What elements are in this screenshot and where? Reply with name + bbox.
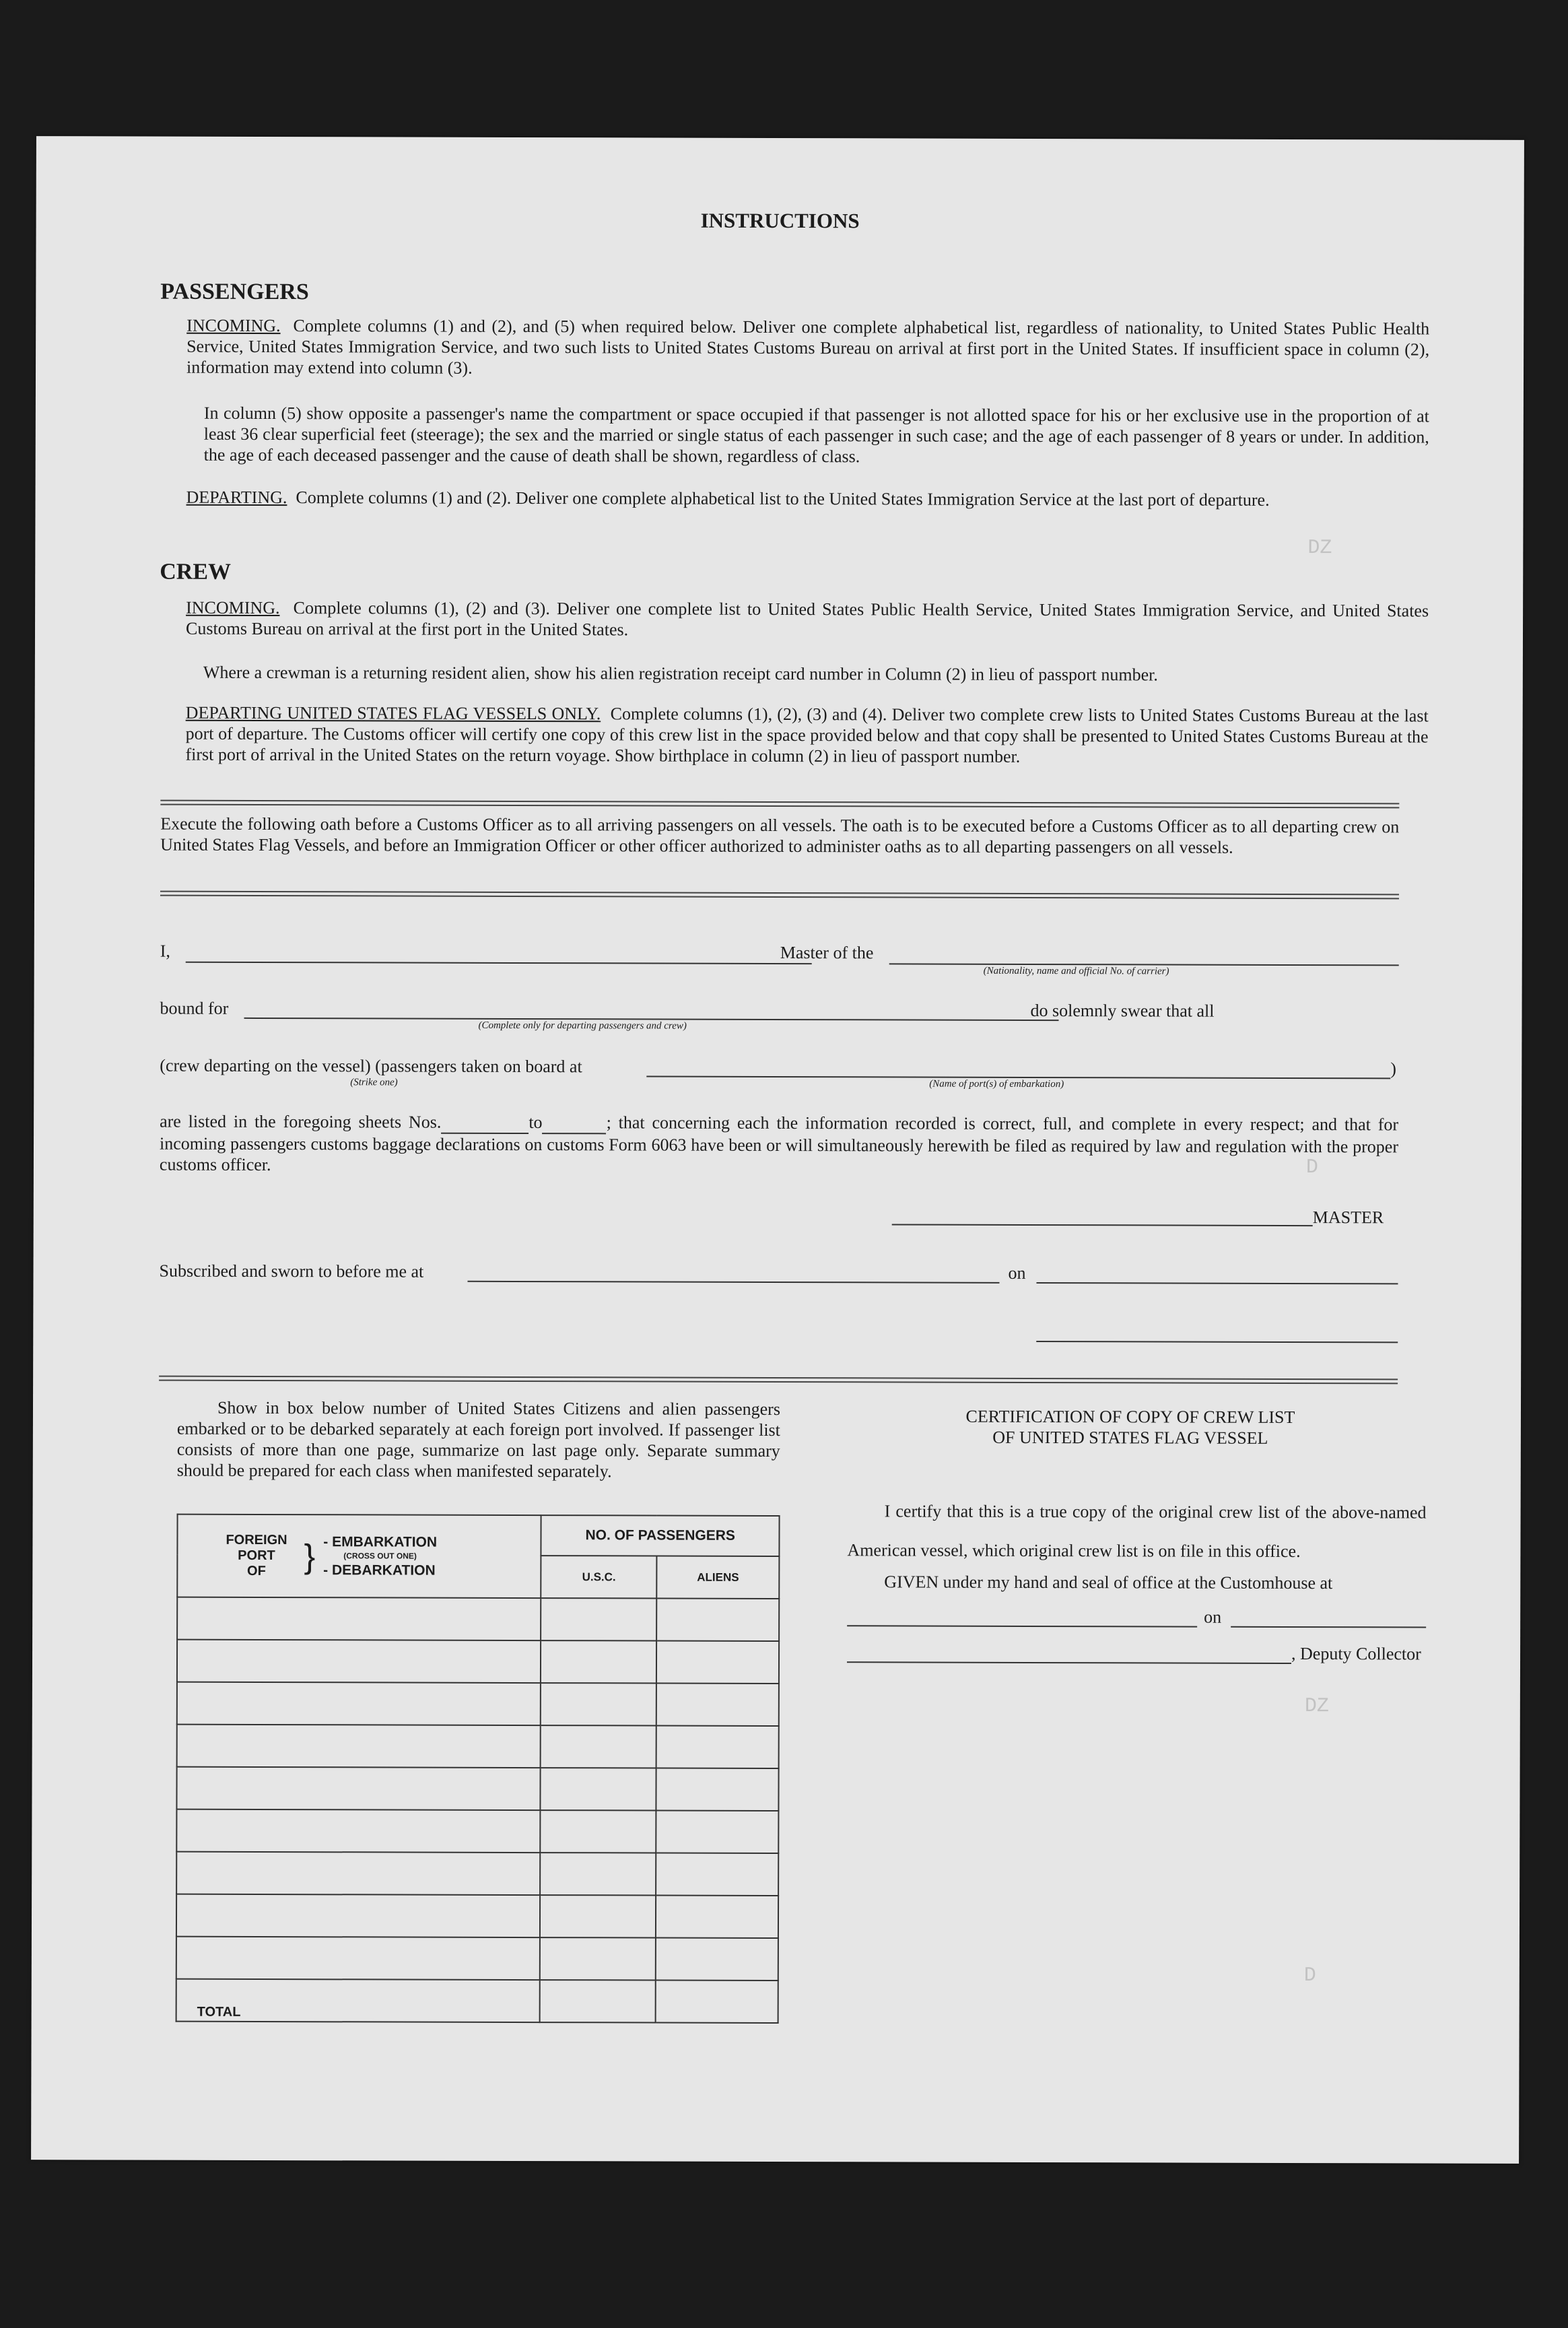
sheet-to-field[interactable]	[543, 1112, 607, 1134]
divider	[159, 1380, 1398, 1385]
no-of-passengers-header: NO. OF PASSENGERS	[541, 1515, 780, 1556]
complete-only-note: (Complete only for departing passengers and crew)	[478, 1020, 687, 1032]
embarkation-label: - EMBARKATION	[323, 1534, 438, 1550]
name-of-port-note: (Name of port(s) of embarkation)	[929, 1078, 1064, 1090]
crew-departing-paragraph	[185, 702, 1428, 768]
usc-cell[interactable]	[541, 1768, 656, 1810]
usc-cell[interactable]	[541, 1725, 656, 1768]
customhouse-field[interactable]	[847, 1625, 1197, 1627]
passengers-departing-text: Complete columns (1) and (2). Deliver one complete alphabetical list to the United States Immigration Service at the last port of departure.	[296, 488, 1270, 510]
crew-incoming-paragraph	[186, 597, 1429, 642]
certify-paragraph: I certify that this is a true copy of the original crew list of the above-named American vessel, which original crew list is on file in this office.	[847, 1501, 1427, 1562]
usc-cell[interactable]	[541, 1640, 656, 1683]
usc-cell[interactable]	[541, 1598, 657, 1640]
bleed-through-text: DZ	[1307, 537, 1332, 560]
bound-for-label: bound for	[160, 998, 229, 1018]
close-paren: )	[1390, 1059, 1397, 1079]
port-cell[interactable]	[176, 1852, 541, 1895]
usc-cell[interactable]	[541, 1853, 656, 1895]
aliens-cell[interactable]	[656, 1896, 778, 1938]
table-row	[177, 1725, 779, 1768]
form-sheet	[31, 136, 1524, 2164]
passengers-departing-label: DEPARTING.	[186, 487, 287, 508]
aliens-cell[interactable]	[656, 1641, 779, 1684]
table-row	[177, 1682, 779, 1726]
of-label: OF	[247, 1563, 266, 1579]
crew-passengers-label: (crew departing on the vessel) (passengers taken on board at	[160, 1055, 582, 1077]
table-row	[176, 1937, 778, 1981]
total-label: TOTAL	[176, 1979, 541, 2022]
page-title: INSTRUCTIONS	[700, 208, 860, 233]
aliens-cell[interactable]	[656, 1811, 778, 1853]
port-cell[interactable]	[177, 1597, 541, 1640]
crew-resident-paragraph: Where a crewman is a returning resident alien, show his alien registration receipt card number in Column (2) in lieu of passport number.	[203, 662, 1158, 685]
debarkation-label: - DEBARKATION	[323, 1562, 436, 1578]
aliens-cell[interactable]	[656, 1853, 778, 1896]
summary-instruction: Show in box below number of United States Citizens and alien passengers embarked or to be debarked separately at each foreign port involved. If passenger list consists of more than one page, summarize on last page only. Separate summary should be prepared for each class when manifested separately.	[176, 1397, 781, 1482]
usc-cell[interactable]	[540, 1937, 656, 1980]
port-cell[interactable]	[176, 1809, 541, 1853]
master-of-the-label: Master of the	[780, 943, 874, 963]
passengers-column5-paragraph: In column (5) show opposite a passenger's name the compartment or space occupied if that passenger is not allotted space for his or her exclusive use in the proportion of at least 36 clear superficial feet (steerage); the sex and the married or single status of each passenger in such case; and the age of each passenger of 8 years or under. In addition, the age of each deceased passenger and the cause of death shall be shown, regardless of class.	[203, 403, 1429, 467]
port-cell[interactable]	[177, 1682, 541, 1725]
bleed-through-text: D	[1305, 1156, 1318, 1180]
total-row	[176, 1979, 778, 2023]
foreign-port-header: FOREIGN PORT OF } - EMBARKATION (CROSS OUT ONE) - DEBARKATION	[177, 1515, 541, 1598]
crew-departing-label: DEPARTING UNITED STATES FLAG VESSELS ONLY.	[185, 702, 601, 724]
given-paragraph: GIVEN under my hand and seal of office at the Customhouse at	[884, 1572, 1333, 1593]
listed-paragraph	[160, 1111, 1398, 1178]
oath-instruction: Execute the following oath before a Customs Officer as to all arriving passengers on all vessels. The oath is to be executed before a Customs Officer as to all departing crew on United States Flag Vessels, and before an Immigration Officer or other officer authorized to administer oaths as to all departing passengers on all vessels.	[160, 813, 1400, 857]
subscribed-label: Subscribed and sworn to before me at	[159, 1261, 424, 1282]
passengers-incoming-label: INCOMING.	[186, 315, 281, 336]
master-name-field[interactable]	[186, 962, 812, 964]
aliens-total-cell[interactable]	[656, 1981, 778, 2023]
sworn-date-field[interactable]	[1036, 1282, 1398, 1284]
sworn-place-field[interactable]	[467, 1281, 999, 1284]
aliens-cell[interactable]	[656, 1726, 779, 1768]
usc-cell[interactable]	[541, 1683, 656, 1725]
passengers-departing-paragraph	[186, 487, 1429, 511]
aliens-cell[interactable]	[656, 1938, 778, 1981]
listed-to: to	[529, 1112, 543, 1133]
table-row	[176, 1852, 778, 1896]
solemnly-swear-label: do solemnly swear that all	[1030, 1000, 1215, 1021]
usc-total-cell[interactable]	[540, 1980, 656, 2022]
certification-heading-line1: CERTIFICATION OF COPY OF CREW LIST	[965, 1406, 1295, 1428]
sheet-from-field[interactable]	[441, 1112, 529, 1134]
bleed-through-text: DZ	[1304, 1695, 1329, 1719]
crew-heading: CREW	[160, 559, 232, 585]
aliens-cell[interactable]	[656, 1599, 779, 1641]
listed-text: ; that concerning each the information recorded is correct, full, and complete in every respect; and that for incoming passengers customs baggage declarations on customs Form 6063 have been or will simultaneously herewith be filed as required by law and regulation with the proper customs officer.	[159, 1112, 1399, 1175]
port-cell[interactable]	[176, 1894, 541, 1937]
crew-incoming-text: Complete columns (1), (2) and (3). Deliver one complete list to United States Public Health Service, United States Immigration Service, and United States Customs Bureau on arrival at the first port in the United States.	[185, 598, 1429, 640]
given-on-label: on	[1204, 1607, 1222, 1627]
crew-departing-text: Complete columns (1), (2), (3) and (4). Deliver two complete crew lists to United States Customs Bureau at the last port of departure. The Customs officer will certify one copy of this crew list in the space provided below and that copy shall be presented to United States Customs Bureau at the first port of arrival in the United States on the return voyage. Show birthplace in column (2) in lieu of passport number.	[185, 704, 1429, 766]
foreign-label: FOREIGN	[226, 1532, 287, 1548]
given-date-field[interactable]	[1231, 1626, 1426, 1628]
table-row	[177, 1640, 779, 1684]
divider	[160, 804, 1399, 809]
certification-heading	[834, 1405, 1427, 1449]
master-signature-field[interactable]	[892, 1224, 1313, 1226]
passengers-incoming-text: Complete columns (1) and (2), and (5) when required below. Deliver one complete alphabetical list, regardless of nationality, to United States Public Health Service, United States Immigration Service, and two such lists to United States Customs Bureau on arrival at first port in the United States. If insufficient space in column (2), information may extend into column (3).	[186, 316, 1430, 378]
master-label: MASTER	[1312, 1207, 1384, 1228]
sworn-on-label: on	[1008, 1263, 1026, 1283]
port-cell[interactable]	[176, 1937, 541, 1980]
port-cell[interactable]	[177, 1725, 541, 1768]
passengers-heading: PASSENGERS	[160, 279, 309, 305]
deputy-collector-label: , Deputy Collector	[1291, 1644, 1421, 1664]
aliens-header: ALIENS	[656, 1556, 779, 1599]
aliens-cell[interactable]	[656, 1768, 779, 1811]
usc-cell[interactable]	[540, 1895, 656, 1937]
listed-prefix: are listed in the foregoing sheets Nos.	[160, 1111, 442, 1132]
oath-i-label: I,	[160, 941, 170, 961]
port-cell[interactable]	[177, 1640, 541, 1683]
usc-header: U.S.C.	[541, 1556, 657, 1598]
table-row	[176, 1894, 778, 1938]
table-row	[176, 1809, 778, 1853]
deputy-signature-field[interactable]	[847, 1661, 1291, 1664]
certification-heading-line2: OF UNITED STATES FLAG VESSEL	[992, 1427, 1268, 1448]
strike-one-note: (Strike one)	[350, 1077, 398, 1088]
aliens-cell[interactable]	[656, 1684, 779, 1726]
table-row	[177, 1597, 779, 1641]
usc-cell[interactable]	[541, 1810, 656, 1853]
passenger-summary-table	[176, 1514, 780, 2024]
cross-out-label: (CROSS OUT ONE)	[343, 1551, 417, 1561]
passengers-incoming-paragraph	[186, 315, 1429, 381]
port-cell[interactable]	[176, 1767, 541, 1810]
table-row	[176, 1767, 778, 1811]
divider	[160, 895, 1399, 900]
officer-signature-field[interactable]	[1036, 1341, 1398, 1343]
bleed-through-text: D	[1303, 1964, 1316, 1988]
crew-incoming-label: INCOMING.	[186, 597, 280, 618]
nationality-note: (Nationality, name and official No. of carrier)	[983, 965, 1169, 977]
port-label: PORT	[238, 1548, 275, 1564]
